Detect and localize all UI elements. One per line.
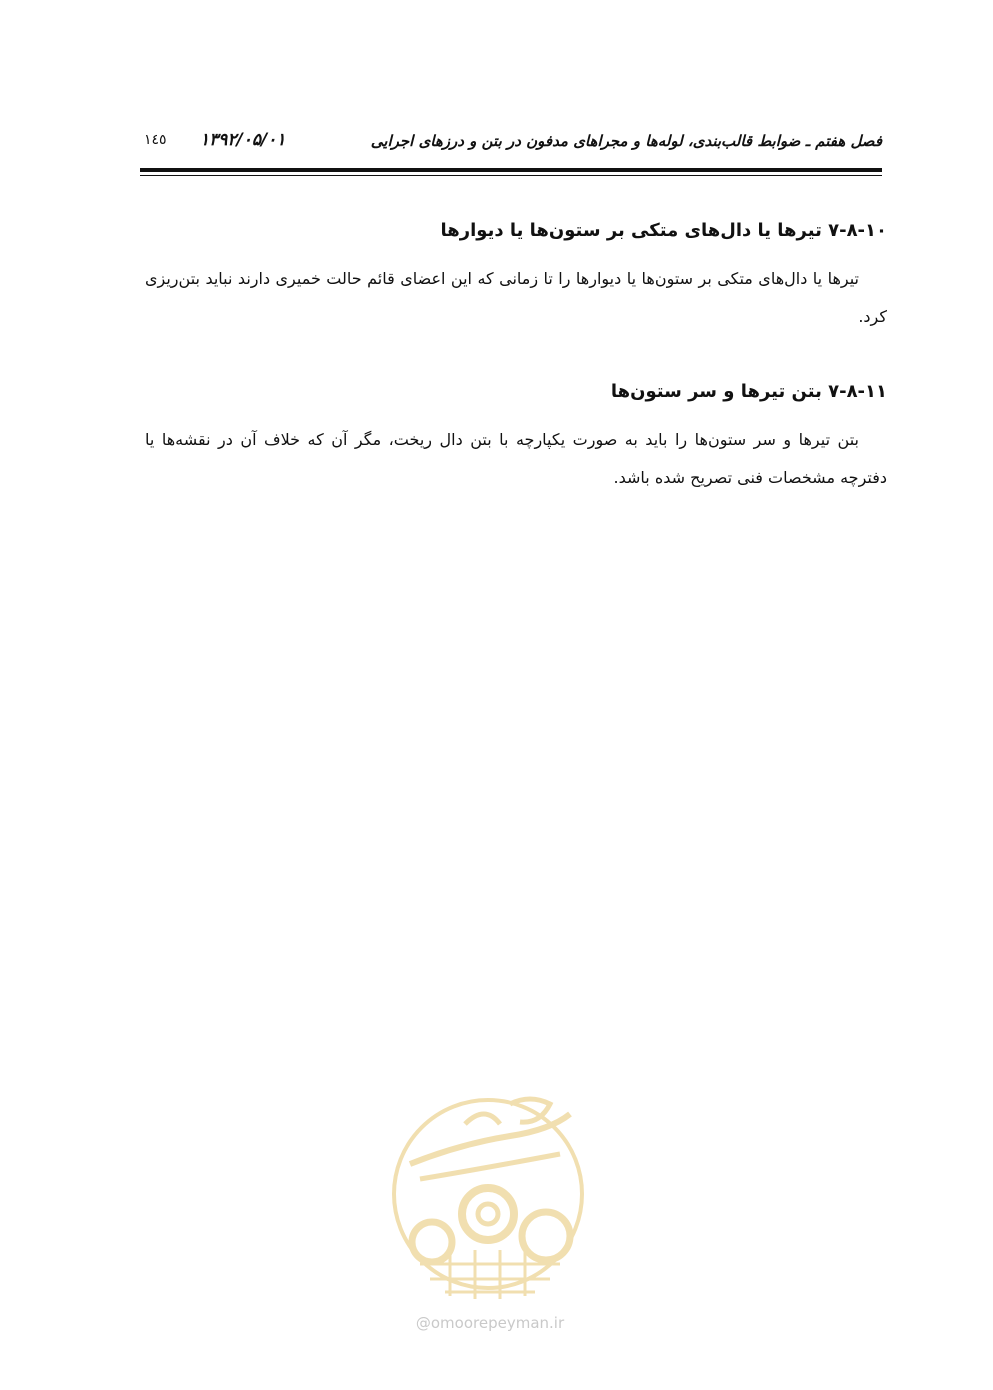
header-date: ۱۳۹۲/۰۵/۰۱	[200, 130, 286, 150]
running-header	[140, 126, 882, 160]
section-heading: ۷-۸-۱۰ تیرها یا دال‌های متکی بر ستون‌ها یا دیوارها	[440, 220, 887, 241]
page-number: ۱٤٥	[144, 132, 167, 148]
watermark-seal-icon	[390, 1074, 586, 1302]
header-rule-thin	[140, 175, 882, 176]
section-body: بتن تیرها و سر ستون‌ها را باید به صورت یکپارچه با بتن دال ریخت، مگر آن که خلاف آن در نقشه‌ها یا دفترچه مشخصات فنی تصریح شده باشد.	[145, 430, 887, 487]
section-7-8-11	[145, 379, 887, 497]
watermark-url: @omoorepeyman.ir	[415, 1314, 565, 1332]
section-body: تیرها یا دال‌های متکی بر ستون‌ها یا دیوارها را تا زمانی که این اعضای قائم حالت خمیری دارند نباید بتن‌ریزی کرد.	[145, 269, 887, 326]
section-heading: ۷-۸-۱۱ بتن تیرها و سر ستون‌ها	[610, 381, 887, 402]
section-7-8-10	[145, 218, 887, 336]
header-rule-thick	[140, 168, 882, 172]
chapter-title: فصل هفتم ـ ضوابط قالب‌بندی، لوله‌ها و مجراهای مدفون در بتن و درزهای اجرایی	[370, 132, 882, 150]
